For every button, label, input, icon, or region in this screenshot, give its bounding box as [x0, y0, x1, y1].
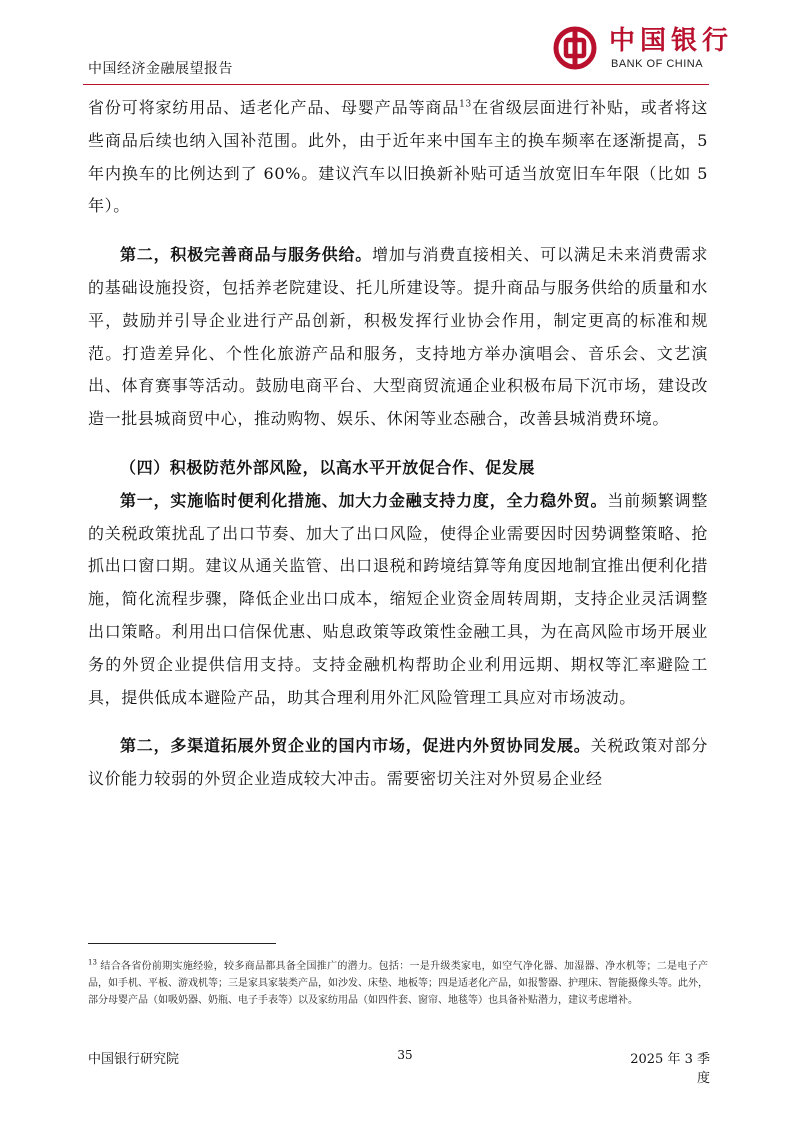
paragraph-stabilize-trade: [88, 485, 708, 715]
footnote-number: 13: [88, 958, 97, 967]
footnote: [88, 958, 708, 1009]
paragraph-text: 省份可将家纺用品、适老化产品、母婴产品等商品: [88, 98, 460, 117]
footer-period: 2025 年 3 季度: [630, 1052, 710, 1086]
paragraph-lead: 第一，实施临时便利化措施、加大力金融支持力度，全力稳外贸。: [120, 490, 608, 510]
footer-organization: 中国银行研究院: [88, 1052, 180, 1067]
report-body: [88, 92, 708, 796]
footnote-divider: [88, 943, 276, 944]
footnote-reference[interactable]: 13: [459, 99, 472, 110]
paragraph-supply: [88, 239, 708, 436]
logo-chinese-name: 中国银行: [609, 26, 734, 56]
paragraph-text: 当前频繁调整的关税政策扰乱了出口节奏、加大了出口风险，使得企业需要因时因势调整策略、抢抓出口窗口期。建议从通关监管、出口退税和跨境结算等角度因地制宜推出便利化措施，简化流程步骤，降低企业出口成本，缩短企业资金周转周期，支持企业灵活调整出口策略。利用出口信保优惠、贴息政策等政策性金融工具，为在高风险市场开展业务的外贸企业提供信用支持。支持金融机构帮助企业利用远期、期权等汇率避险工具，提供低成本避险产品，助其合理利用外汇风险管理工具应对市场波动。: [88, 490, 708, 707]
paragraph-subsidy-continued: [88, 92, 708, 223]
paragraph-lead: 第二，多渠道拓展外贸企业的国内市场，促进内外贸协同发展。: [120, 736, 591, 756]
header-divider: [83, 84, 709, 85]
footnote-text: 结合各省份前期实施经验，较多商品都具备全国推广的潜力。包括：一是升级类家电，如空气净化器、加湿器、净水机等；二是电子产品，如手机、平板、游戏机等；三是家具家装类产品，如沙发、床垫、地板等；四是适老化产品，如报警器、护理床、智能摄像头等。此外，部分母婴产品（如吸奶器、奶瓶、电子手表等）以及家纺用品（如四件套、窗帘、地毯等）也具备补贴潜力，建议考虑增补。: [88, 961, 708, 1006]
bank-logo[interactable]: [553, 18, 734, 82]
logo-english-name: BANK OF CHINA: [611, 58, 704, 70]
paragraph-domestic-market: [88, 730, 708, 796]
paragraph-lead: 第二，积极完善商品与服务供给。: [120, 245, 373, 265]
section-heading: （四）积极防范外部风险，以高水平开放促合作、促发展: [120, 457, 536, 477]
paragraph-text: 增加与消费直接相关、可以满足未来消费需求的基础设施投资，包括养老院建设、托儿所建设等。提升商品与服务供给的质量和水平，鼓励并引导企业进行产品创新，积极发挥行业协会作用，制定更高的标准和规范。打造差异化、个性化旅游产品和服务，支持地方举办演唱会、音乐会、文艺演出、体育赛事等活动。鼓励电商平台、大型商贸流通企业积极布局下沉市场，建设改造一批县城商贸中心，推动购物、娱乐、休闲等业态融合，改善县城消费环境。: [88, 245, 708, 429]
paragraph-text: 关税政策对部分议价能力较弱的外贸企业造成较大冲击。需要密切关注对外贸易企业经: [88, 736, 708, 789]
paragraph-text: 在省级层面进行补贴，或者将这些商品后续也纳入国补范围。此外，由于近年来中国车主的换车频率在逐渐提高，5 年内换车的比例达到了 60%。建议汽车以旧换新补贴可适当放宽旧车年限（比如 5 年）。: [88, 98, 708, 216]
report-title: 中国经济金融展望报告: [88, 61, 233, 77]
bank-of-china-emblem-icon: [553, 26, 597, 70]
page-number: 35: [397, 1048, 413, 1062]
